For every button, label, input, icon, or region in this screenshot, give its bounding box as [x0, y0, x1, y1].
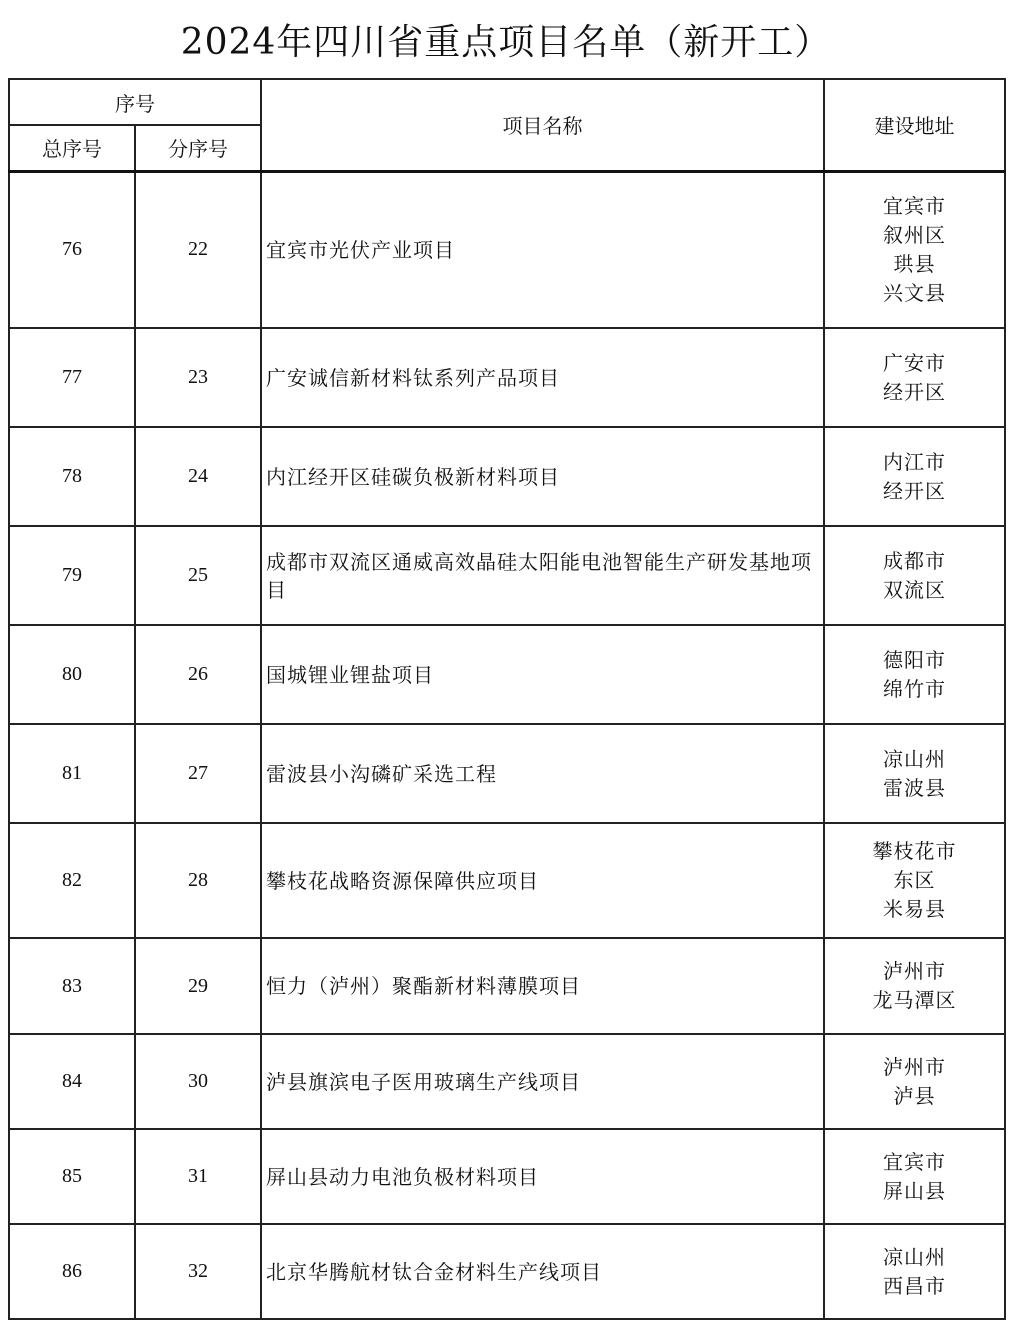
table-row: [9, 724, 1005, 823]
cell-sub-no: 32: [135, 1224, 261, 1319]
cell-total-no: 83: [9, 938, 135, 1034]
address-line: 成都市: [883, 548, 946, 573]
cell-project-name: 内江经开区硅碳负极新材料项目: [261, 427, 824, 526]
table-row: [9, 1034, 1005, 1129]
cell-total-no: 79: [9, 526, 135, 625]
cell-sub-no: 29: [135, 938, 261, 1034]
cell-total-no: 76: [9, 171, 135, 328]
address-line: 凉山州: [883, 746, 946, 771]
address-line: 双流区: [883, 577, 946, 602]
address-line: 东区: [893, 868, 936, 892]
header-project-name: 项目名称: [261, 79, 824, 171]
table-row: [9, 427, 1005, 526]
address-line: 龙马潭区: [872, 988, 957, 1012]
table-body: [9, 171, 1005, 1319]
cell-address: [824, 1224, 1005, 1319]
address-line: 经开区: [883, 379, 946, 404]
cell-sub-no: 26: [135, 625, 261, 724]
cell-sub-no: 30: [135, 1034, 261, 1129]
cell-project-name: 屏山县动力电池负极材料项目: [261, 1129, 824, 1224]
table-row: [9, 625, 1005, 724]
cell-address: [824, 427, 1005, 526]
cell-address: [824, 1034, 1005, 1129]
address-line: 凉山州: [883, 1244, 946, 1269]
cell-total-no: 82: [9, 823, 135, 938]
address-line: 米易县: [883, 897, 946, 921]
header-sub-no: 分序号: [135, 125, 261, 171]
cell-sub-no: 28: [135, 823, 261, 938]
table-row: [9, 526, 1005, 625]
header-serial-group: 序号: [9, 79, 261, 125]
cell-address: [824, 328, 1005, 427]
project-table: [8, 78, 1006, 1320]
address-line: 兴文县: [883, 280, 946, 305]
address-line: 屏山县: [883, 1178, 946, 1203]
cell-sub-no: 23: [135, 328, 261, 427]
cell-total-no: 84: [9, 1034, 135, 1129]
cell-address: [824, 1129, 1005, 1224]
table-row: [9, 1129, 1005, 1224]
cell-project-name: 北京华腾航材钛合金材料生产线项目: [261, 1224, 824, 1319]
address-line: 宜宾市: [883, 193, 946, 218]
address-line: 珙县: [893, 251, 936, 276]
cell-address: [824, 625, 1005, 724]
address-line: 雷波县: [883, 775, 946, 800]
table-row: [9, 328, 1005, 427]
address-line: 叙州区: [883, 222, 946, 247]
cell-address: [824, 938, 1005, 1034]
address-line: 广安市: [883, 350, 946, 375]
cell-project-name: 恒力（泸州）聚酯新材料薄膜项目: [261, 938, 824, 1034]
cell-total-no: 85: [9, 1129, 135, 1224]
cell-sub-no: 22: [135, 171, 261, 328]
cell-project-name: 宜宾市光伏产业项目: [261, 171, 824, 328]
cell-project-name: 广安诚信新材料钛系列产品项目: [261, 328, 824, 427]
cell-total-no: 86: [9, 1224, 135, 1319]
cell-project-name: 国城锂业锂盐项目: [261, 625, 824, 724]
address-line: 绵竹市: [883, 676, 946, 701]
cell-total-no: 81: [9, 724, 135, 823]
table-row: [9, 1224, 1005, 1319]
cell-project-name: 成都市双流区通威高效晶硅太阳能电池智能生产研发基地项目: [261, 526, 824, 625]
header-total-no: 总序号: [9, 125, 135, 171]
table-row: [9, 823, 1005, 938]
header-address: 建设地址: [824, 79, 1005, 171]
address-line: 泸县: [893, 1083, 936, 1108]
cell-address: [824, 724, 1005, 823]
address-line: 泸州市: [883, 1054, 946, 1079]
cell-address: [824, 823, 1005, 938]
cell-sub-no: 31: [135, 1129, 261, 1224]
address-line: 宜宾市: [883, 1149, 946, 1174]
table-row: [9, 938, 1005, 1034]
address-line: 德阳市: [883, 647, 946, 672]
cell-project-name: 泸县旗滨电子医用玻璃生产线项目: [261, 1034, 824, 1129]
page-title: 2024年四川省重点项目名单（新开工）: [180, 22, 832, 63]
cell-project-name: 雷波县小沟磷矿采选工程: [261, 724, 824, 823]
cell-sub-no: 25: [135, 526, 261, 625]
cell-address: [824, 171, 1005, 328]
address-line: 泸州市: [883, 959, 946, 983]
cell-total-no: 78: [9, 427, 135, 526]
address-line: 攀枝花市: [872, 839, 957, 863]
table-row: [9, 171, 1005, 328]
address-line: 内江市: [883, 449, 946, 474]
cell-sub-no: 24: [135, 427, 261, 526]
address-line: 西昌市: [883, 1273, 946, 1298]
cell-total-no: 77: [9, 328, 135, 427]
cell-sub-no: 27: [135, 724, 261, 823]
cell-address: [824, 526, 1005, 625]
cell-total-no: 80: [9, 625, 135, 724]
address-line: 经开区: [883, 478, 946, 503]
cell-project-name: 攀枝花战略资源保障供应项目: [261, 823, 824, 938]
